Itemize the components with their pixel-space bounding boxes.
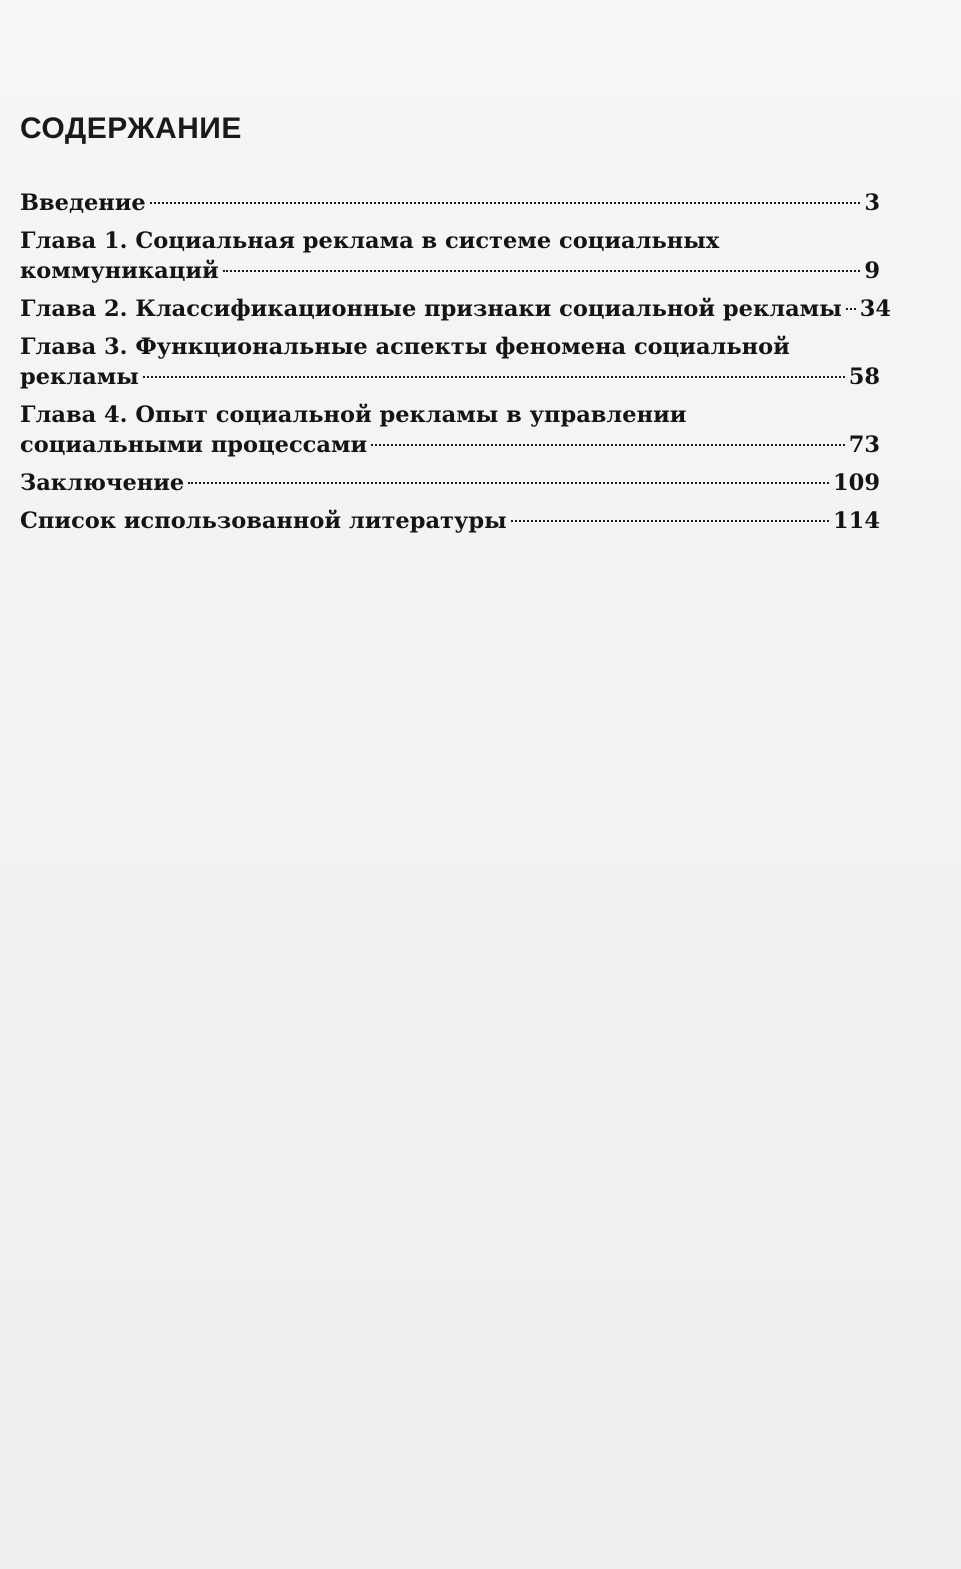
toc-entry-references — [20, 506, 880, 536]
dot-leader — [143, 376, 845, 378]
toc-entry-chapter-1 — [20, 226, 880, 286]
toc-entry-chapter-4 — [20, 400, 880, 460]
toc-row — [20, 294, 892, 324]
dot-leader — [223, 270, 861, 272]
toc-entry-title-line2: коммуникаций — [20, 258, 219, 284]
toc-entry-title-line1: Глава 4. Опыт социальной рекламы в управлении — [20, 402, 687, 428]
toc-row — [20, 468, 880, 498]
toc-row — [20, 430, 880, 460]
toc-page-number: 34 — [859, 296, 892, 322]
toc-page-number: 114 — [833, 508, 880, 534]
dot-leader — [511, 520, 829, 522]
toc-entry-title: Введение — [20, 190, 146, 216]
toc-page-number: 58 — [848, 364, 880, 390]
dot-leader — [371, 444, 845, 446]
toc-entry-title-line1: Глава 1. Социальная реклама в системе социальных — [20, 228, 720, 254]
toc-entry-title-line1: Глава 3. Функциональные аспекты феномена социальной — [20, 334, 790, 360]
toc-entry-title-line2: рекламы — [20, 364, 139, 390]
table-of-contents — [20, 188, 892, 536]
toc-row — [20, 188, 880, 218]
toc-entry-title-line2: социальными процессами — [20, 432, 368, 458]
toc-entry-chapter-2 — [20, 294, 892, 324]
toc-heading: СОДЕРЖАНИЕ — [20, 112, 242, 145]
toc-entry-introduction — [20, 188, 880, 218]
toc-entry-conclusion — [20, 468, 880, 498]
toc-page-number: 9 — [864, 258, 880, 284]
toc-row — [20, 506, 880, 536]
toc-row — [20, 362, 880, 392]
dot-leader — [188, 482, 829, 484]
toc-row — [20, 256, 880, 286]
dot-leader — [846, 308, 856, 310]
toc-entry-title: Заключение — [20, 470, 185, 496]
toc-page-number: 3 — [864, 190, 880, 216]
toc-entry-chapter-3 — [20, 332, 880, 392]
toc-entry-title: Список использованной литературы — [20, 508, 507, 534]
toc-entry-title: Глава 2. Классификационные признаки социальной рекламы — [20, 296, 842, 322]
toc-page-number: 73 — [848, 432, 880, 458]
toc-page-number: 109 — [833, 470, 880, 496]
dot-leader — [150, 202, 861, 204]
